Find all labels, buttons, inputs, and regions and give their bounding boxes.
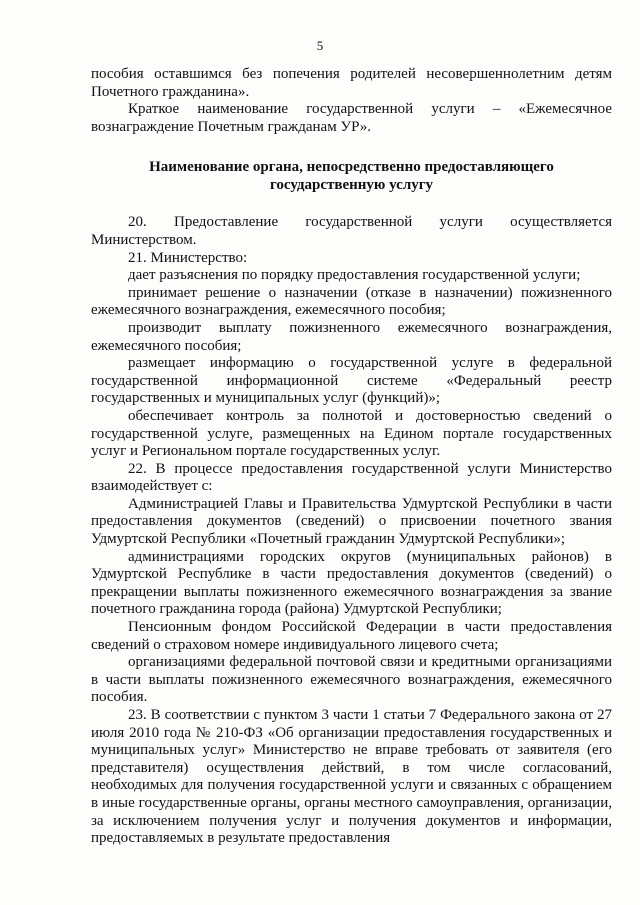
paragraph-21: 21. Министерство: bbox=[128, 249, 248, 266]
paragraph-20: 20. Предоставление государственной услуги осуществляется Министерством. bbox=[91, 214, 612, 248]
paragraph-21-item-5: обеспечивает контроль за полнотой и достоверностью сведений о государственной услуге, размещенных на Едином портале государственных услуг и Региональном портале государственных услуг. bbox=[91, 407, 612, 460]
paragraph-22-item-1: Администрацией Главы и Правительства Удмуртской Республики в части предоставления документов (сведений) о присвоении почетного звания Удмуртской Республики «Почетный гражданин Удмуртской Республики»; bbox=[91, 495, 612, 548]
paragraph-22-item-3: Пенсионным фондом Российской Федерации в части предоставления сведений о страховом номере индивидуального лицевого счета; bbox=[91, 619, 612, 653]
paragraph-22: 22. В процессе предоставления государственной услуги Министерство взаимодействует с: bbox=[91, 460, 612, 495]
paragraph-short-name: Краткое наименование государственной услуги – «Ежемесячное вознаграждение Почетным гражданам УР». bbox=[91, 101, 612, 135]
paragraph-21-item-1: дает разъяснения по порядку предоставления государственной услуги; bbox=[128, 267, 581, 284]
paragraph-intro-continuation: пособия оставшимся без попечения родителей несовершеннолетним детям Почетного гражданина». bbox=[91, 66, 612, 100]
paragraph-22-item-2: администрациями городских округов (муниципальных районов) в Удмуртской Республике в части предоставления документов (сведений) о прекращении выплаты пожизненного ежемесячного вознаграждения за звание почетного гражданина города (района) Удмуртской Республики; bbox=[91, 548, 612, 618]
paragraph-21-item-3: производит выплату пожизненного ежемесячного вознаграждения, ежемесячного пособия; bbox=[91, 319, 612, 354]
paragraph-23: 23. В соответствии с пунктом 3 части 1 статьи 7 Федерального закона от 27 июля 2010 года № 210-ФЗ «Об организации предоставления государственных и муниципальных услуг» Министерство не вправе требовать от заявителя (его представителя) осуществления действий, в том числе согласований, необходимых для получения государственной услуги и связанных с обращением в иные государственные органы, органы местного самоуправления, организации, за исключением получения услуг и получения документов и информации, предоставляемых в результате предоставления bbox=[91, 707, 612, 847]
paragraph-21-item-4: размещает информацию о государственной услуге в федеральной государственной информационной системе «Федеральный реестр государственных и муниципальных услуг (функций)»; bbox=[91, 355, 612, 407]
page-number: 5 bbox=[316, 38, 324, 53]
paragraph-22-item-4: организациями федеральной почтовой связи и кредитными организациями в части выплаты пожизненного ежемесячного вознаграждения, ежемесячного пособия. bbox=[91, 654, 612, 706]
section-heading: Наименование органа, непосредственно предоставляющего государственную услугу bbox=[149, 159, 554, 194]
document-body bbox=[91, 66, 612, 848]
paragraph-21-item-2: принимает решение о назначении (отказе в назначении) пожизненного ежемесячного вознаграждения, ежемесячного пособия; bbox=[91, 284, 612, 319]
